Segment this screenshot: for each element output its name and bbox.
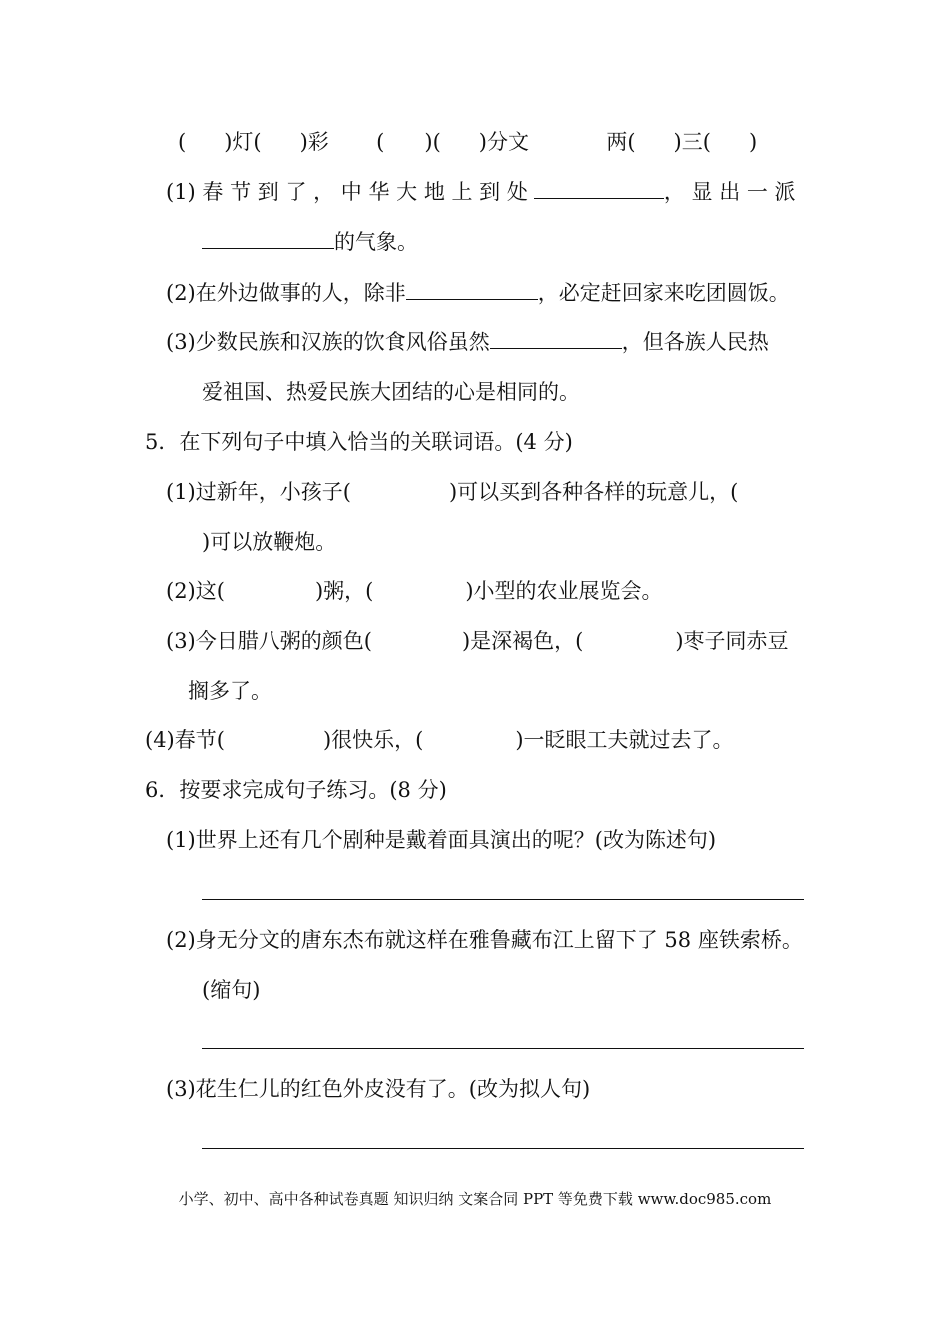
- idiom-2-mid: )(: [424, 130, 441, 154]
- fill-blank[interactable]: [534, 178, 664, 199]
- q5-title: 5．在下列句子中填入恰当的关联词语。(4 分): [145, 430, 573, 454]
- q5-sentence-2: (2)这( )粥，( )小型的农业展览会。: [166, 579, 663, 603]
- q5-sentence-1-cont: )可以放鞭炮。: [202, 530, 337, 554]
- idiom-3-end: ): [748, 130, 758, 154]
- idiom-1-open: (: [178, 130, 187, 154]
- q6-sentence-2: (2)身无分文的唐东杰布就这样在雅鲁藏布江上留下了 58 座铁索桥。: [166, 928, 803, 952]
- q5-sentence-3-cont: 搁多了。: [188, 679, 272, 703]
- idiom-3-mid: )三(: [673, 130, 711, 154]
- q6-title: 6．按要求完成句子练习。(8 分): [145, 778, 447, 802]
- answer-line-3[interactable]: [202, 1148, 804, 1149]
- answer-line-2[interactable]: [202, 1048, 804, 1049]
- fill-blank[interactable]: [406, 279, 538, 300]
- idiom-2-open: (: [376, 130, 385, 154]
- idiom-1-mid: )灯(: [224, 130, 262, 154]
- q4-sentence-3-cont: 爱祖国、热爱民族大团结的心是相同的。: [202, 380, 580, 404]
- answer-line-1[interactable]: [202, 899, 804, 900]
- q6-sentence-2-note: (缩句): [202, 978, 261, 1002]
- idiom-3-open: 两(: [606, 130, 636, 154]
- idiom-1-end: )彩: [299, 130, 329, 154]
- q4-sentence-2: (2)在外边做事的人，除非 ，必定赶回家来吃团圆饭。: [166, 281, 790, 305]
- fill-blank[interactable]: [202, 228, 334, 249]
- page-footer: 小学、初中、高中各种试卷真题 知识归纳 文案合同 PPT 等免费下载 www.doc985.com: [178, 1190, 772, 1208]
- fill-blank[interactable]: [490, 328, 622, 349]
- q5-sentence-1: (1)过新年，小孩子( )可以买到各种各样的玩意儿，(: [166, 480, 739, 504]
- q6-sentence-3: (3)花生仁儿的红色外皮没有了。(改为拟人句): [166, 1077, 591, 1101]
- q4-sentence-1-cont: 的气象。: [202, 228, 418, 256]
- q4-sentence-3: (3)少数民族和汉族的饮食风俗虽然 ，但各族人民热: [166, 330, 769, 354]
- q5-sentence-3: (3)今日腊八粥的颜色( )是深褐色，( )枣子同赤豆: [166, 629, 789, 653]
- idiom-2-end: )分文: [478, 130, 529, 154]
- idiom-options-row: [178, 128, 757, 156]
- q4-sentence-1: (1) 春 节 到 了 ， 中 华 大 地 上 到 处 ， 显 出 一 派: [166, 180, 796, 204]
- q5-sentence-4: (4)春节( )很快乐，( )一眨眼工夫就过去了。: [145, 728, 734, 752]
- q6-sentence-1: (1)世界上还有几个剧种是戴着面具演出的呢？(改为陈述句): [166, 828, 717, 852]
